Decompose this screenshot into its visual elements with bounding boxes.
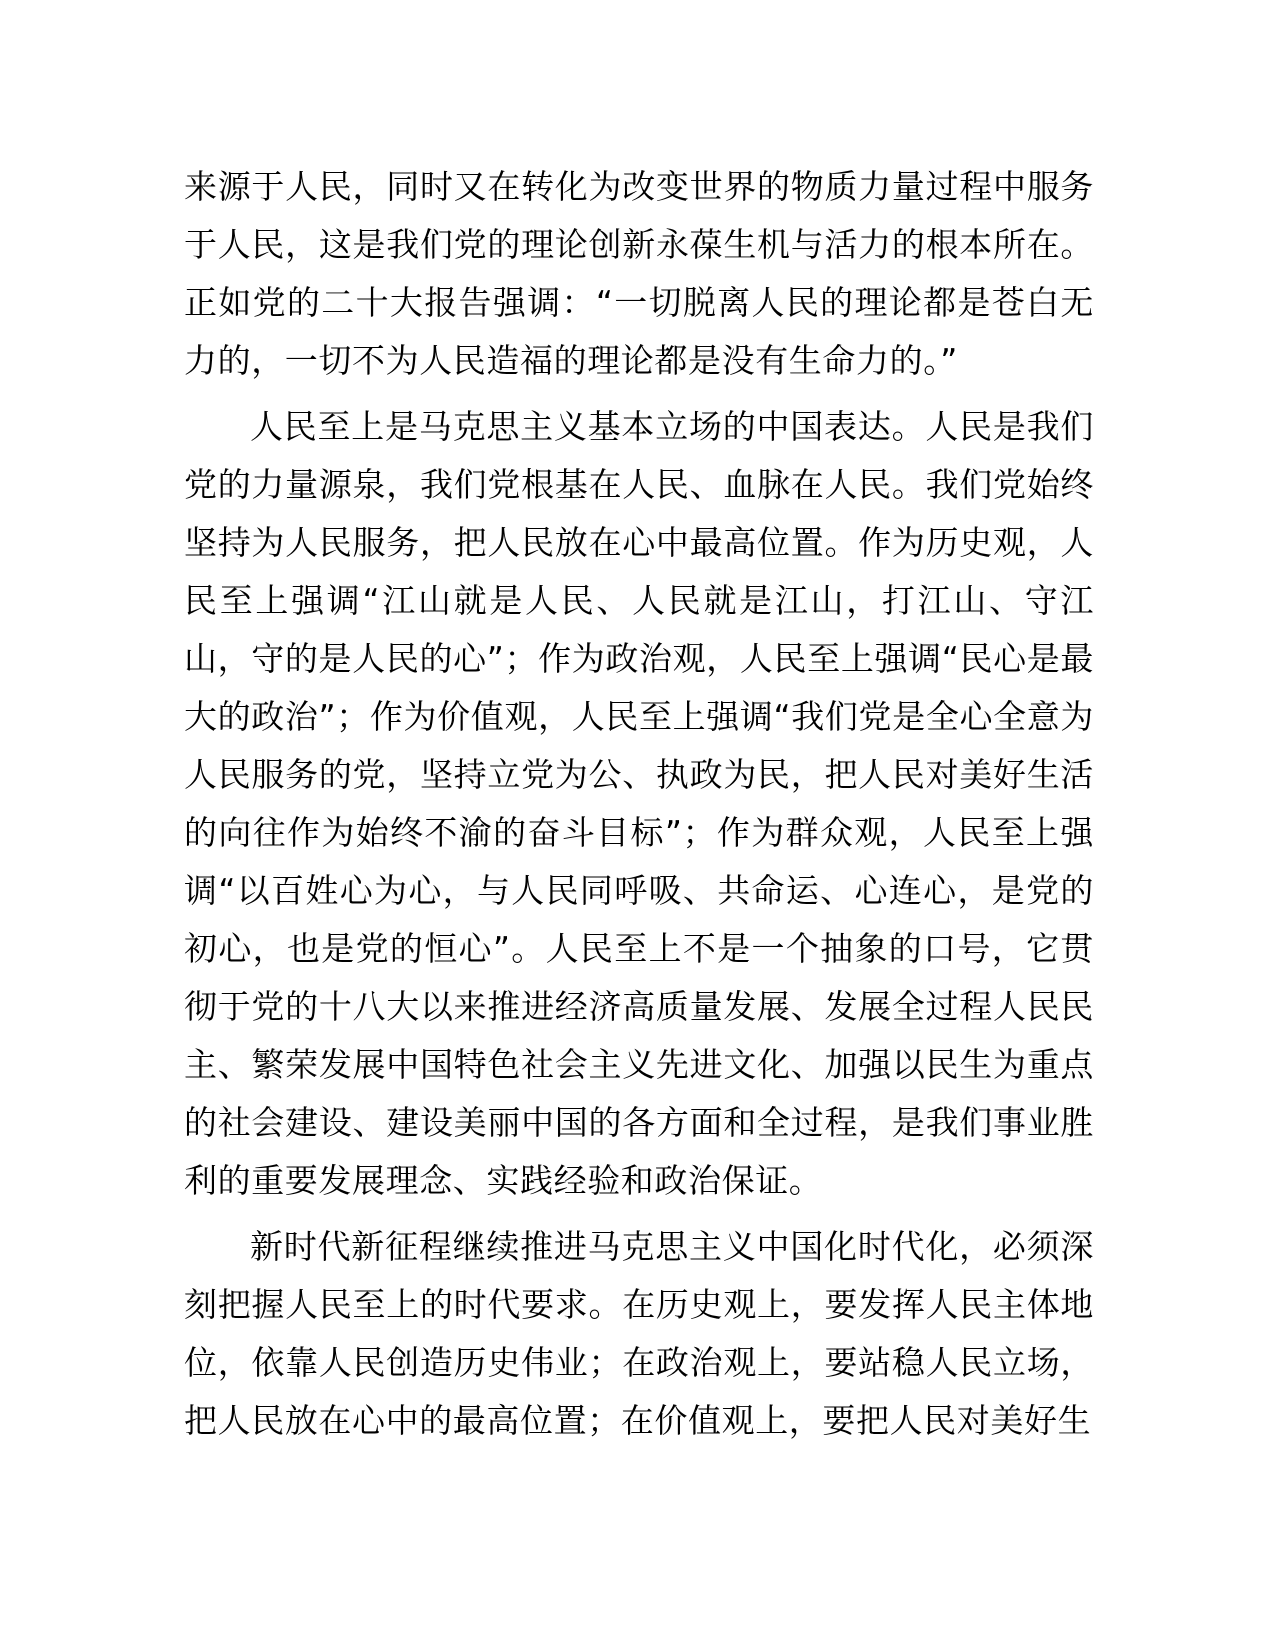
paragraph-new-era: 新时代新征程继续推进马克思主义中国化时代化，必须深刻把握人民至上的时代要求。在历史观上，要发挥人民主体地位，依靠人民创造历史伟业；在政治观上，要站稳人民立场，把人民放在心中的最高位置；在价值观上，要把人民对美好生 bbox=[184, 1227, 1094, 1440]
paragraph-people-supreme: 人民至上是马克思主义基本立场的中国表达。人民是我们党的力量源泉，我们党根基在人民、血脉在人民。我们党始终坚持为人民服务，把人民放在心中最高位置。作为历史观，人民至上强调“江山就是人民、人民就是江山，打江山、守江山，守的是人民的心”；作为政治观，人民至上强调“民心是最大的政治”；作为价值观，人民至上强调“我们党是全心全意为人民服务的党，坚持立党为公、执政为民，把人民对美好生活的向往作为始终不渝的奋斗目标”；作为群众观，人民至上强调“以百姓心为心，与人民同呼吸、共命运、心连心，是党的初心，也是党的恒心”。人民至上不是一个抽象的口号，它贯彻于党的十八大以来推进经济高质量发展、发展全过程人民民主、繁荣发展中国特色社会主义先进文化、加强以民生为重点的社会建设、建设美丽中国的各方面和全过程，是我们事业胜利的重要发展理念、实践经验和政治保证。 bbox=[184, 407, 1094, 1200]
document-body bbox=[184, 158, 1094, 1450]
paragraph-continuation: 来源于人民，同时又在转化为改变世界的物质力量过程中服务于人民，这是我们党的理论创新永葆生机与活力的根本所在。正如党的二十大报告强调：“一切脱离人民的理论都是苍白无力的，一切不为人民造福的理论都是没有生命力的。” bbox=[184, 167, 1094, 380]
